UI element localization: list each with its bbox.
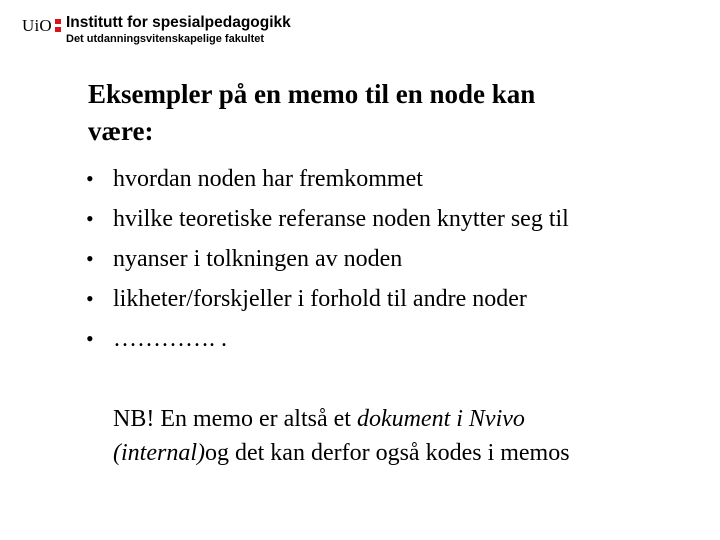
logo-dot-bottom <box>55 27 61 32</box>
note-emphasis-document: dokument i Nvivo <box>356 406 525 432</box>
bullet-text: nyanser i tolkningen av noden <box>113 246 403 272</box>
bullet-item <box>86 323 569 363</box>
bullet-icon: • <box>86 166 94 191</box>
uio-logo: UiO <box>22 16 52 35</box>
bullet-text: likheter/forskjeller i forhold til andre noder <box>113 286 527 312</box>
note-emphasis-internal: (internal) <box>113 440 205 466</box>
bullet-icon: • <box>86 206 94 231</box>
bullet-icon: • <box>86 286 94 311</box>
slide-title-line2: være: <box>88 116 154 146</box>
bullet-item <box>86 283 569 323</box>
uio-logo-mark-icon <box>55 19 61 32</box>
logo-dot-top <box>55 19 61 24</box>
note-paragraph <box>113 402 703 470</box>
bullet-text: hvordan noden har fremkommet <box>113 166 423 192</box>
bullet-icon: • <box>86 326 94 351</box>
note-text-start: NB! En memo er altså et <box>113 406 357 432</box>
bullet-item <box>86 203 569 243</box>
note-text-end: og det kan derfor også kodes i memos <box>204 440 570 466</box>
faculty-name: Det utdanningsvitenskapelige fakultet <box>66 33 265 45</box>
slide-title <box>88 76 688 150</box>
bullet-text: …………. . <box>113 326 227 352</box>
bullet-item <box>86 243 569 283</box>
bullet-item <box>86 163 569 203</box>
bullet-text: hvilke teoretiske referanse noden knytter seg til <box>113 206 569 232</box>
institute-name: Institutt for spesialpedagogikk <box>66 14 291 31</box>
bullet-icon: • <box>86 246 94 271</box>
bullet-list <box>86 163 569 363</box>
slide-title-line1: Eksempler på en memo til en node kan <box>88 79 536 109</box>
